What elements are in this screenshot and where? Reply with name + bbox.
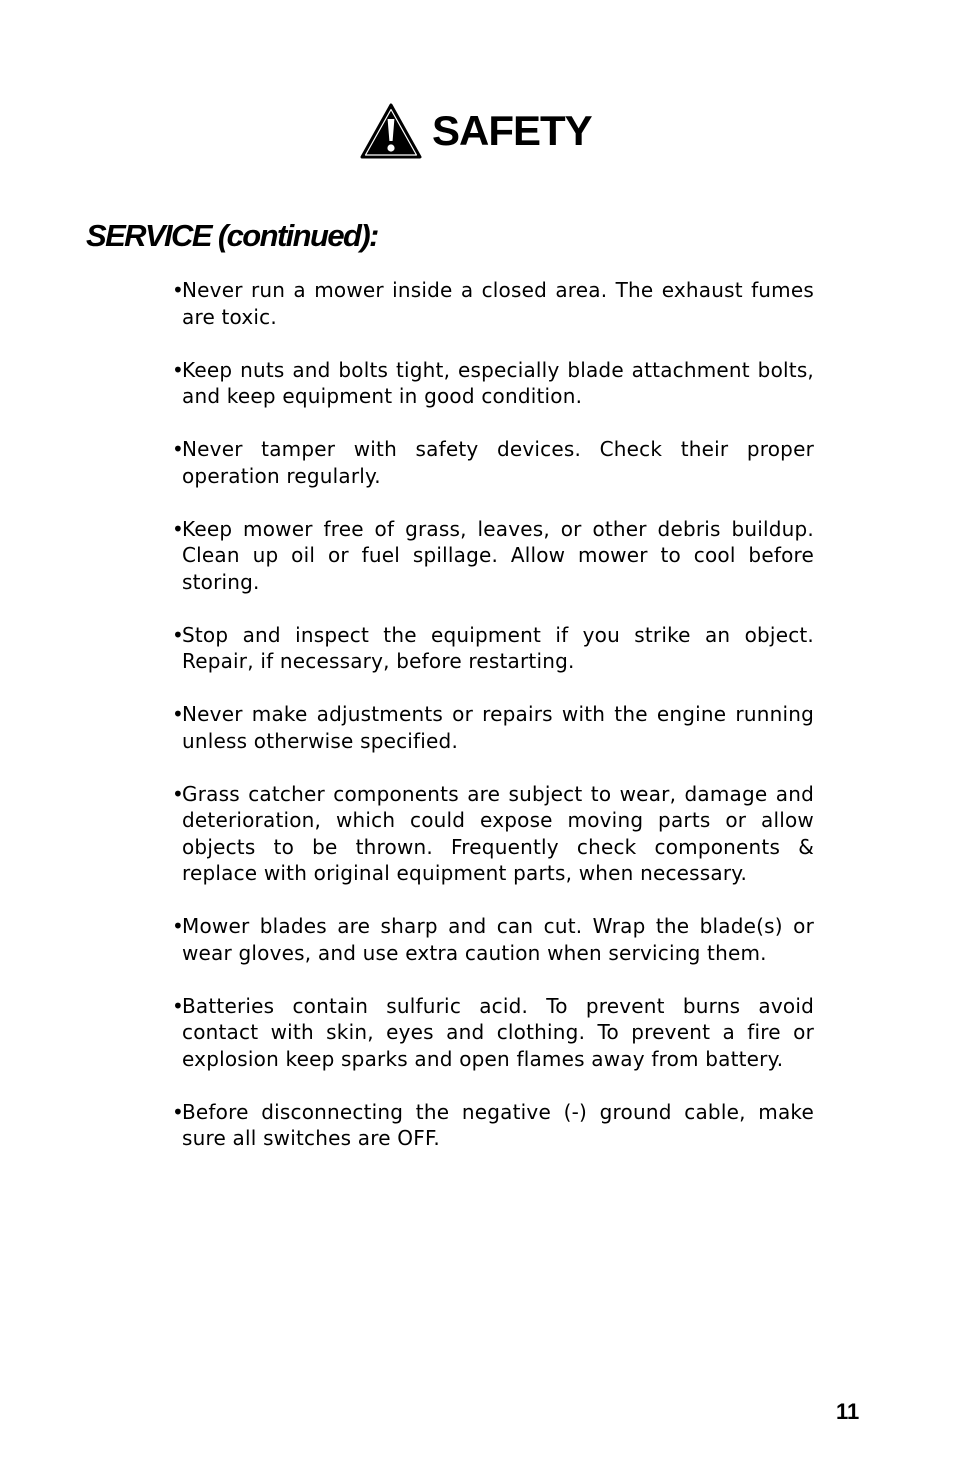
bullet-dot: •: [172, 914, 184, 938]
page-header: [360, 103, 592, 159]
bullet-text: Grass catcher components are subject to wear, damage and deterioration, which could expose moving parts or allow objects to be thrown. Frequently check components & replace with original equipment parts, when necessary.: [182, 781, 814, 885]
bullet-dot: •: [172, 702, 184, 726]
bullet-text: Never make adjustments or repairs with the engine running unless otherwise specified.: [182, 702, 814, 753]
bullet-item: [172, 622, 814, 675]
bullet-text: Mower blades are sharp and can cut. Wrap the blade(s) or wear gloves, and use extra caution when servicing them.: [182, 914, 814, 965]
section-heading: SERVICE (continued):: [86, 218, 378, 253]
bullet-dot: •: [172, 1099, 184, 1124]
bullet-text: Never tamper with safety devices. Check their proper operation regularly.: [182, 437, 814, 488]
bullet-item: [172, 516, 814, 596]
bullet-item: [172, 701, 814, 754]
bullet-dot: •: [172, 516, 184, 541]
bullet-dot: •: [172, 437, 184, 461]
bullet-item: [172, 993, 814, 1073]
bullet-dot: •: [172, 993, 184, 1018]
warning-triangle-icon: [360, 103, 422, 159]
page-number: 11: [836, 1399, 860, 1424]
bullet-text: Keep nuts and bolts tight, especially blade attachment bolts, and keep equipment in good condition.: [182, 357, 814, 408]
bullet-item: [172, 436, 814, 489]
bullet-text: Keep mower free of grass, leaves, or other debris buildup. Clean up oil or fuel spillage. Allow mower to cool before storing.: [182, 516, 814, 594]
bullet-item: [172, 1099, 814, 1152]
bullet-item: [172, 913, 814, 966]
bullet-item: [172, 357, 814, 410]
bullet-text: Stop and inspect the equipment if you strike an object. Repair, if necessary, before restarting.: [182, 622, 814, 673]
bullet-dot: •: [172, 781, 184, 806]
bullet-item: [172, 781, 814, 887]
bullet-text: Never run a mower inside a closed area. The exhaust fumes are toxic.: [182, 278, 814, 329]
page-title: SAFETY: [432, 107, 592, 154]
bullet-item: [172, 277, 814, 330]
bullet-dot: •: [172, 357, 184, 382]
safety-bullet-list: [172, 277, 814, 1178]
bullet-dot: •: [172, 622, 184, 647]
bullet-text: Batteries contain sulfuric acid. To prevent burns avoid contact with skin, eyes and clothing. To prevent a fire or explosion keep sparks and open flames away from battery.: [182, 993, 814, 1071]
bullet-dot: •: [172, 278, 184, 302]
bullet-text: Before disconnecting the negative (-) ground cable, make sure all switches are OFF.: [182, 1099, 814, 1150]
